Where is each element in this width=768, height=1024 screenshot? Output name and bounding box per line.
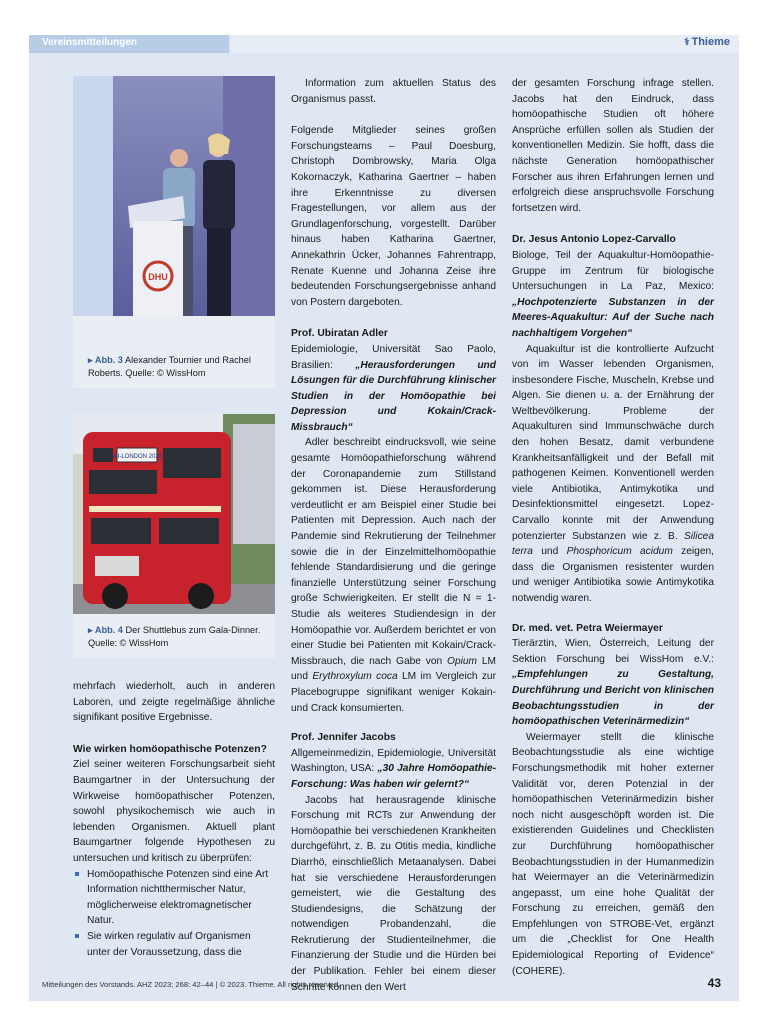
text-run: Aquakultur ist die kontrollierte Aufzucht von im Wasser lebenden Organismen, insbesondere Fische, Muscheln, Krebse und Algen. Sie dienen u. a. der Ernährung der Weltbevölkerung. Probleme der Aquakulturen sind Immunschwäche durch den hohen Besatz, damit verbundene Krankheitsanfälligkeit und der Befall mit pathogenen Keimen. Konventionell werden viele Antibiotika, Antimykotika und Desinfektionsmittel eingesetzt. Lopez-Carvallo konnte mit der Anwendung potenzierter Substanzen wie z. B. bbox=[512, 343, 714, 542]
lectern-logo: DHU bbox=[148, 272, 168, 282]
text-run: zeigen, dass die Organismen resistenter wurden und weniger Antibiotika sowie Antimykotika notwendig waren. bbox=[512, 546, 714, 604]
footer-citation: Mitteilungen des Vorstands. AHZ 2023; 268: 42–44 | © 2023. Thieme. All rights reserved. bbox=[42, 980, 341, 989]
affiliation-text: Epidemiologie, Universität Sao Paolo, Brasilien: bbox=[291, 343, 496, 371]
publisher-logo bbox=[684, 36, 730, 48]
header-strip bbox=[231, 35, 739, 53]
col3-paragraph-1: der gesamten Forschung infrage stellen. Jacobs hat den Eindruck, dass homöopathische Studien oft höhere Ansprüche erfüllen sollen als Studien der konventionellen Medizin. Sie hofft, dass die nächste Generation homöopathischer Forscher aus ihren Erfahrungen lernen und erfolgreich diese anspruchsvolle Forschung fortsetzen wird. bbox=[512, 78, 714, 214]
thieme-logo-icon: ⚕ bbox=[684, 37, 690, 48]
text-run: LM und bbox=[291, 655, 496, 683]
col3-paragraph-3: Weiermayer stellt die klinische Beobachtungsstudie als eine wichtige Forschungsmethodik mit hoher externer Validität vor, deren Potenzial in der homöopathischen Veterinärmedizin bisher noch nicht ausgeschöpft worden ist. Die existierenden Guidelines und Checklisten zur Durchführung homöopathischer Beobachtungsstudien in der Humanmedizin hat Weiermayer an die Veterinärmedizin angepasst, um eine hohe Qualität der Forschung zu erreichen, gemäß den Empfehlungen von STROBE-Vet, ergänzt um die „Checklist for One Health Epidemiological Reporting of Evidence“ (COHERE). bbox=[512, 731, 714, 977]
col1-paragraph-1: mehrfach wiederholt, auch in anderen Laboren, und zeigte regelmäßige ähnliche signifikant positive Ergebnisse. bbox=[73, 681, 275, 724]
figure-3 bbox=[73, 76, 275, 388]
figure-4-label: ▸ Abb. 4 bbox=[88, 625, 123, 635]
publisher-name: Thieme bbox=[691, 36, 730, 48]
column-3 bbox=[512, 76, 714, 979]
col2-paragraph-1: Information zum aktuellen Status des Organismus passt. bbox=[291, 78, 496, 105]
speaker-affiliation-jacobs bbox=[291, 746, 496, 793]
section-title: Vereinsmitteilungen bbox=[42, 37, 138, 48]
remedy-name: Phosphoricum acidum bbox=[566, 546, 673, 558]
speaker-heading-lopez-carvallo: Dr. Jesus Antonio Lopez-Carvallo bbox=[512, 234, 676, 246]
text-run: und bbox=[532, 546, 567, 558]
speaker-heading-weiermayer: Dr. med. vet. Petra Weiermayer bbox=[512, 622, 663, 634]
figure-4-text: Der Shuttlebus zum Gala-Dinner. Quelle: © WissHom bbox=[88, 625, 261, 648]
text-run: Adler beschreibt eindrucksvoll, wie seine gesamte Homöopathieforschung während der Coronapandemie zum Stillstand gekommen ist. Diese Herausforderung verdeutlicht er am Beispiel einer Studie bei Patienten mit Depression. Auch nach der Pandemie sind Rekrutierung der Teilnehmer sowie die in der Einzelmittelhomöopathie fehlende Standardisierung und die geringe finanzielle Unterstützung seiner Forschung große Schwierigkeiten. Er stellt die N = 1-Studie als weiteres Studiendesign in der Homöopathie vor. Außerdem berichtet er von einer Studie bei Patienten mit Kokain/Crack-Missbrauch, die nach Gabe von bbox=[291, 437, 496, 667]
speaker-affiliation-adler bbox=[291, 342, 496, 436]
col2-paragraph-4: Jacobs hat herausragende klinische Forschung mit RCTs zur Anwendung der Homöopathie bei verschiedenen Krankheiten durchgeführt, z. B. zu Otitis media, kindliche Diarrhö, einschließlich Metaanalysen. Dabei hat sie verschiedene Herausforderungen gemeistert, wie die Gestaltung des Studiendesigns, die Schätzung der notwendigen Probandenzahl, die Rekrutierung der Studienteilnehmer, die Finanzierung der Studie und die Hürden bei der Publikation. Fehler bei einem dieser Schritte können den Wert bbox=[291, 794, 496, 993]
speaker-affiliation-lopez-carvallo bbox=[512, 248, 714, 342]
col1-paragraph-2: Ziel seiner weiteren Forschungsarbeit sieht Baumgartner in der Untersuchung der Wirkweise homöopathischer Potenzen, sowohl physikochemisch wie auch in lebenden Organismen. Aktuell plant Baumgartner folgende Hypothesen zu untersuchen und kritisch zu überprüfen: bbox=[73, 759, 275, 864]
talk-title: „Empfehlungen zu Gestaltung, Durchführung und Bericht von klinischen Beobachtungsstudien in der homöopathischen Veterinärmedizin“ bbox=[512, 669, 714, 728]
column-1 bbox=[73, 679, 275, 960]
bullet-item: Homöopathische Potenzen sind eine Art Information nichtthermischer Natur, möglicherweise elektromagnetischer Natur. bbox=[87, 867, 275, 929]
figure-4-caption bbox=[88, 624, 268, 650]
remedy-name: Opium bbox=[447, 655, 478, 667]
affiliation-text: Allgemeinmedizin, Epidemiologie, Universität Washington, USA: bbox=[291, 747, 496, 775]
talk-title: „Herausforderungen und Lösungen für die Durchführung klinischer Studien in der Homöopathie bei Depression und Kokain/Crack-Missbrauch“ bbox=[291, 359, 496, 433]
figure-3-label: ▸ Abb. 3 bbox=[88, 355, 123, 365]
bus-destination-sign: WI-LONDON 2023 bbox=[111, 454, 163, 460]
speaker-affiliation-weiermayer bbox=[512, 636, 714, 730]
page-number: 43 bbox=[707, 976, 721, 990]
bullet-item: Sie wirken regulativ auf Organismen unter der Voraussetzung, dass die bbox=[87, 929, 275, 960]
speaker-heading-adler: Prof. Ubiratan Adler bbox=[291, 328, 388, 340]
photo-speakers bbox=[73, 76, 275, 316]
talk-title: „Hochpotenzierte Substanzen in der Meeres-Aquakultur: Auf der Suche nach nachhaltigem Vorgehen“ bbox=[512, 296, 714, 339]
remedy-name: Erythroxylum coca bbox=[312, 671, 398, 683]
affiliation-text: Biologe, Teil der Aquakultur-Homöopathie-Gruppe im Zentrum für biologische Untersuchungen in La Paz, Mexico: bbox=[512, 249, 714, 293]
figure-3-caption bbox=[88, 354, 268, 380]
col2-paragraph-3 bbox=[291, 435, 496, 716]
col3-paragraph-2 bbox=[512, 342, 714, 607]
figure-3-text: Alexander Tournier und Rachel Roberts. Quelle: © WissHom bbox=[88, 355, 251, 378]
affiliation-text: Tierärztin, Wien, Österreich, Leitung der Sektion Forschung bei WissHom e.V.: bbox=[512, 638, 714, 665]
talk-title: „30 Jahre Homöopathie-Forschung: Was haben wir gelernt?“ bbox=[291, 763, 496, 790]
column-2 bbox=[291, 76, 496, 995]
col1-bullet-list bbox=[73, 867, 275, 961]
remedy-name: Silicea terra bbox=[512, 530, 714, 558]
speaker-heading-jacobs: Prof. Jennifer Jacobs bbox=[291, 732, 396, 744]
text-run: LM im Vergleich zur Placebogruppe signifikant weniger Kokain- und Crack konsumierten. bbox=[291, 671, 496, 714]
photo-bus bbox=[73, 414, 275, 614]
col1-heading: Wie wirken homöopathische Potenzen? bbox=[73, 743, 267, 755]
col2-paragraph-2: Folgende Mitglieder seines großen Forschungsteams – Paul Doesburg, Christoph Dombrowsky, Maria Olga Kokornaczyk, Katharina Gaertner – haben ihre Erkenntnisse zu diversen Fragestellungen, vor allem aus der Grundlagenforschung, vorgestellt. Darüber hinaus haben Katharina Gaertner, Annekathrin Ücker, Johannes Fahrentrapp, Renate Kuenne und Johanna Zeise ihre bedeutenden Forschungsergebnisse anhand von Postern dargeboten. bbox=[291, 125, 496, 308]
figure-4 bbox=[73, 414, 275, 658]
